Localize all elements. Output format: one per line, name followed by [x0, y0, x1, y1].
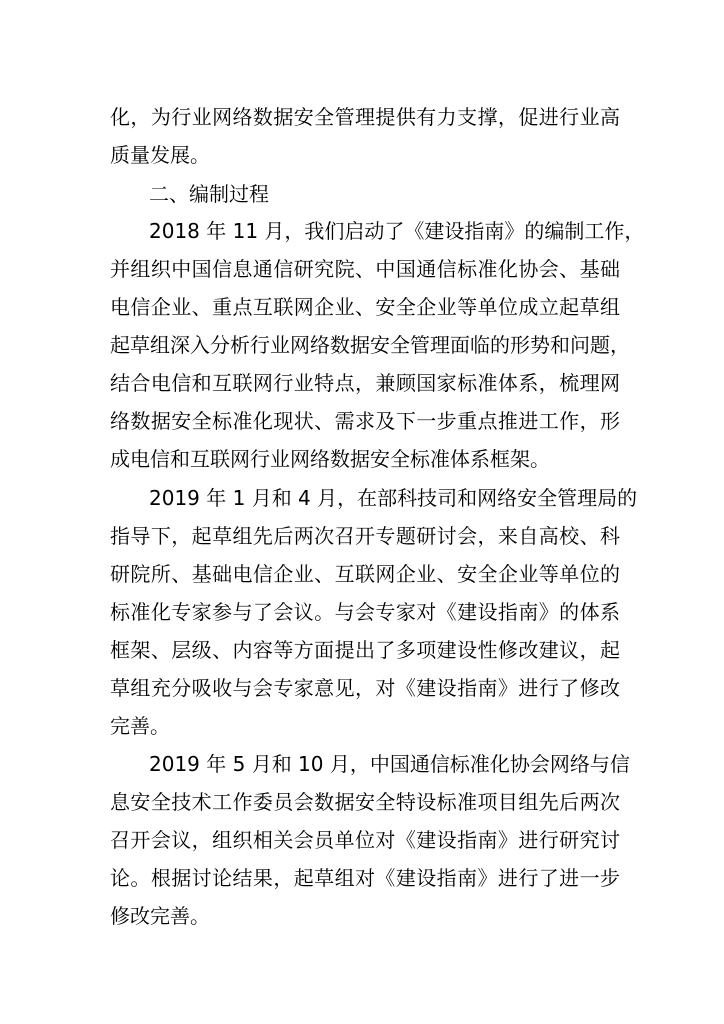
- text-line: 框架、层级、内容等方面提出了多项建设性修改建议，起: [110, 638, 620, 662]
- text-line: 2018 年 11 月，我们启动了《建设指南》的编制工作，: [149, 219, 645, 243]
- text-line: 完善。: [110, 714, 170, 738]
- text-line: 起草组深入分析行业网络数据安全管理面临的形势和问题，: [110, 333, 630, 357]
- text-line: 修改完善。: [110, 904, 210, 928]
- text-line: 指导下，起草组先后两次召开专题研讨会，来自高校、科: [110, 524, 620, 548]
- text-line: 并组织中国信息通信研究院、中国通信标准化协会、基础: [110, 257, 620, 281]
- text-line: 论。根据讨论结果，起草组对《建设指南》进行了进一步: [110, 866, 620, 890]
- text-line: 息安全技术工作委员会数据安全特设标准项目组先后两次: [110, 790, 620, 814]
- text-line: 成电信和互联网行业网络数据安全标准体系框架。: [110, 447, 550, 471]
- text-line: 络数据安全标准化现状、需求及下一步重点推进工作，形: [110, 409, 620, 433]
- text-line: 质量发展。: [110, 143, 210, 167]
- section-heading: 二、编制过程: [149, 182, 269, 206]
- text-line: 草组充分吸收与会专家意见，对《建设指南》进行了修改: [110, 676, 620, 700]
- text-line: 化，为行业网络数据安全管理提供有力支撑，促进行业高: [110, 105, 620, 129]
- text-line: 召开会议，组织相关会员单位对《建设指南》进行研究讨: [110, 828, 620, 852]
- text-line: 2019 年 1 月和 4 月，在部科技司和网络安全管理局的: [149, 486, 638, 510]
- text-line: 研院所、基础电信企业、互联网企业、安全企业等单位的: [110, 562, 620, 586]
- text-line: 2019 年 5 月和 10 月，中国通信标准化协会网络与信: [149, 752, 630, 776]
- text-line: 标准化专家参与了会议。与会专家对《建设指南》的体系: [110, 600, 620, 624]
- text-line: 电信企业、重点互联网企业、安全企业等单位成立起草组: [110, 295, 620, 319]
- text-line: 结合电信和互联网行业特点，兼顾国家标准体系，梳理网: [110, 371, 620, 395]
